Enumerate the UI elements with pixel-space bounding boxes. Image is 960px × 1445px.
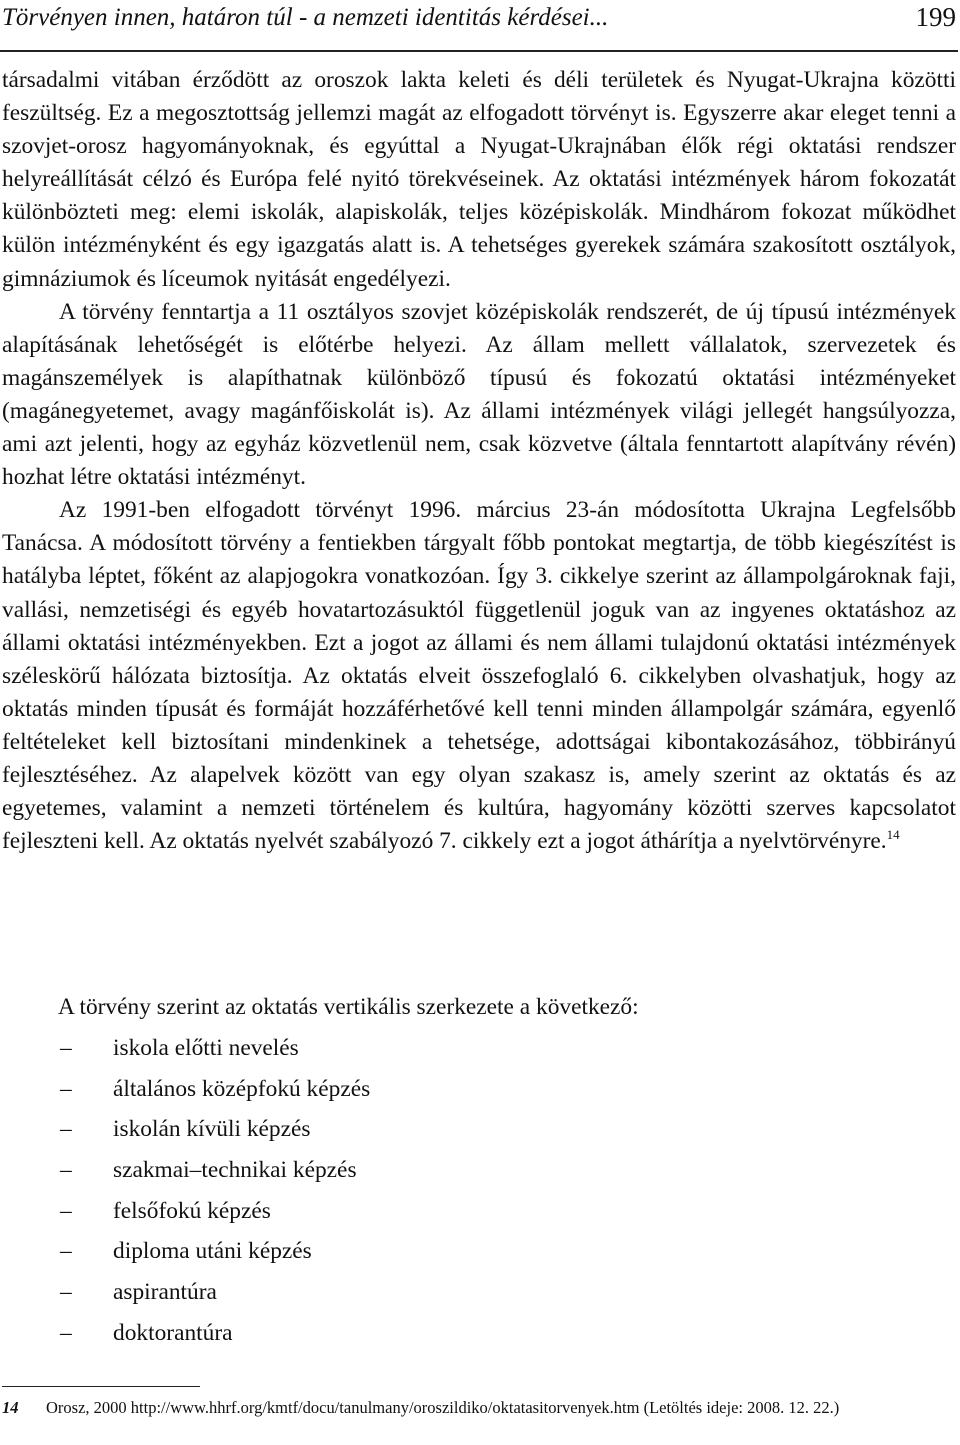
list-item [2,1316,702,1357]
running-title: Törvényen innen, határon túl - a nemzeti identitás kérdései... [2,4,609,31]
dash-bullet: – [60,1319,72,1346]
body-text [2,64,956,858]
list-item [2,1153,702,1194]
footnote-reference: 14 [886,827,900,843]
header-rule [0,50,958,52]
footnote-rule [2,1386,200,1387]
list-item-text: iskola előtti nevelés [113,1035,299,1061]
list-intro: A törvény szerint az oktatás vertikális szerkezete a következő: [58,994,639,1020]
list-item [2,1112,702,1153]
list-item [2,1275,702,1316]
list-item [2,1072,702,1113]
list-item-text: iskolán kívüli képzés [113,1116,311,1143]
page-number: 199 [915,2,956,32]
footnote-text: Orosz, 2000 http://www.hhrf.org/kmtf/docu/tanulmany/oroszildiko/oktatasitorvenyek.htm (Letöltés ideje: 2008. 12. 22.) [46,1398,840,1417]
education-structure-list [2,1031,702,1357]
dash-bullet: – [60,1035,72,1061]
list-item-text: doktorantúra [113,1319,233,1346]
dash-bullet: – [60,1197,72,1224]
dash-bullet: – [60,1116,72,1143]
dash-bullet: – [60,1075,72,1102]
list-item [2,1194,702,1235]
paragraph [2,494,956,858]
list-item-text: aspirantúra [113,1279,217,1306]
paragraph-text: Az 1991-ben elfogadott törvényt 1996. március 23-án módosította Ukrajna Legfelsőbb Tanácsa. A módosított törvény a fentiekben tárgyalt főbb pontokat megtartja, de több kiegészítést is hatályba léptet, főként az alapjogokra vonatkozóan. Így 3. cikkelye szerint az állampolgároknak faji, vallási, nemzetiségi és egyéb hovatartozásuktól függetlenül joguk van az ingyenes oktatáshoz az állami oktatási intézményekben. Ezt a jogot az állami és nem állami tulajdonú oktatási intézmények széleskörű hálózata biztosítja. Az oktatás elveit összefoglaló 6. cikkelyben olvashatjuk, hogy az oktatás minden típusát és formáját hozzáférhetővé kell tenni minden állampolgár számára, egyenlő feltételeket kell biztosítani mindenkinek a tehetsége, adottságai kibontakozásához, többirányú fejlesztéséhez. Az alapelvek között van egy olyan szakasz is, amely szerint az oktatás és az egyetemes, valamint a nemzeti történelem és kultúra, hagyomány közötti szerves kapcsolatot fejleszteni kell. Az oktatás nyelvét szabályozó 7. cikkely ezt a jogot áthárítja a nyelvtörvényre. [2,497,956,855]
dash-bullet: – [60,1157,72,1184]
list-item-text: szakmai–technikai képzés [113,1157,357,1184]
list-item-text: diploma utáni képzés [113,1238,312,1265]
list-item [2,1234,702,1275]
page-header [0,2,958,38]
list-item [2,1031,702,1072]
footnote-number: 14 [2,1398,19,1417]
paragraph: társadalmi vitában érződött az oroszok lakta keleti és déli területek és Nyugat-Ukrajna közötti feszültség. Ez a megosztottság jellemzi magát az elfogadott törvényt is. Egyszerre akar eleget tenni a szovjet-orosz hagyományoknak, és egyúttal a Nyugat-Ukrajnában élők régi oktatási rendszer helyreállítását célzó és Európa felé nyitó törekvéseinek. Az oktatási intézmények három fokozatát különbözteti meg: elemi iskolák, alapiskolák, teljes középiskolák. Mindhárom fokozat működhet külön intézményként és egy igazgatás alatt is. A tehetséges gyerekek számára szakosított osztályok, gimnáziumok és líceumok nyitását engedélyezi. [2,67,956,292]
dash-bullet: – [60,1279,72,1306]
paragraph: A törvény fenntartja a 11 osztályos szovjet középiskolák rendszerét, de új típusú intézmények alapításának lehetőségét is előtérbe helyezi. Az állam mellett vállalatok, szervezetek és magánszemélyek is alapíthatnak különböző típusú és fokozatú oktatási intézményeket (magánegyetemet, avagy magánfőiskolát is). Az állami intézmények világi jellegét hangsúlyozza, ami azt jelenti, hogy az egyház közvetlenül nem, csak közvetve (általa fenntartott alapítvány révén) hozhat létre oktatási intézményt. [2,298,956,491]
list-item-text: általános középfokú képzés [113,1075,371,1102]
list-item-text: felsőfokú képzés [113,1197,271,1224]
footnote [2,1394,956,1422]
dash-bullet: – [60,1238,72,1265]
